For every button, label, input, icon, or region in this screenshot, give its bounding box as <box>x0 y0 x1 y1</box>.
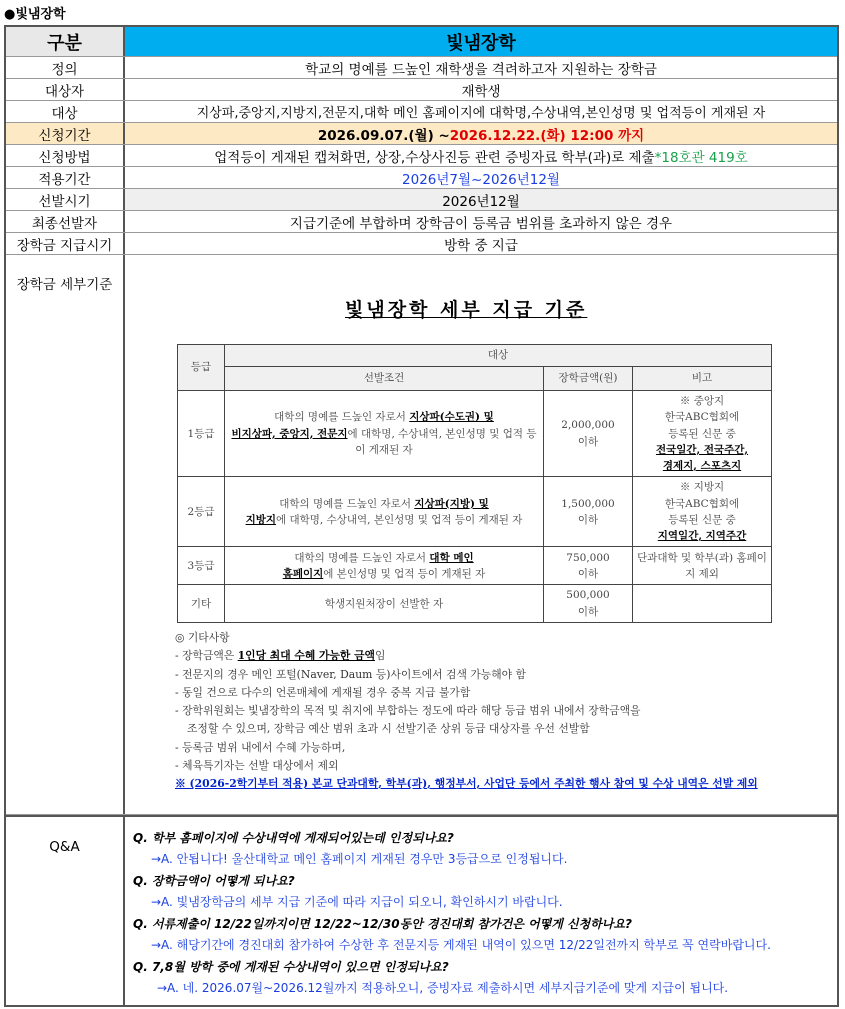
col-amount: 장학금액(원) <box>544 367 633 391</box>
condition-cell: 학생지원처장이 선발한 자 <box>225 585 544 623</box>
method-location: *18호관 419호 <box>654 149 748 166</box>
cond-text: 에 본인성명 및 업적 등이 게재된 자 <box>323 567 486 580</box>
note-item: - 등록금 범위 내에서 수혜 가능하며, <box>175 740 346 754</box>
amount-unit: 이하 <box>577 567 599 580</box>
amount-value: 500,000 <box>566 589 610 602</box>
amount-cell <box>544 547 633 585</box>
row-apply-period <box>6 167 837 189</box>
row-value: 2026년7월~2026년12월 <box>402 171 560 188</box>
row-value <box>125 123 837 144</box>
qa-question: Q. 학부 홈페이지에 수상내역에 게재되어있는데 인정되나요? <box>133 831 454 845</box>
cond-emph: 비지상파, 중앙지, 전문지 <box>231 427 348 440</box>
note-emph: 지역일간, 지역주간 <box>657 530 747 543</box>
grade-row <box>178 477 772 547</box>
amount-value: 2,000,000 <box>561 419 615 432</box>
header-row <box>6 27 837 57</box>
grade-cell: 기타 <box>178 585 225 623</box>
col-grade: 등급 <box>178 345 225 391</box>
note-item <box>175 647 775 664</box>
row-label: 장학금 세부기준 <box>6 255 125 814</box>
row-label: 최종선발자 <box>6 211 125 232</box>
condition-cell <box>225 477 544 547</box>
col-note: 비고 <box>633 367 772 391</box>
condition-cell <box>225 547 544 585</box>
note-text: ※ 중앙지 <box>679 395 725 407</box>
row-payment-time <box>6 233 837 255</box>
row-detail-criteria <box>6 255 837 815</box>
amount-unit: 이하 <box>577 605 599 618</box>
note-item: 조정할 수 있으며, 장학금 예산 범위 초과 시 선발기준 상위 등급 대상자를 우선 선발함 <box>187 722 590 736</box>
col-target: 대상 <box>225 345 772 367</box>
row-final-selection <box>6 211 837 233</box>
note-text: - 장학금액은 <box>175 649 238 663</box>
qa-answer: →A. 빛냄장학금의 세부 지급 기준에 따라 지급이 되오니, 확인하시기 바랍니다. <box>151 895 563 909</box>
qa-question: Q. 7,8월 방학 중에 게재된 수상내역이 있으면 인정되나요? <box>133 960 449 974</box>
row-value: 재학생 <box>461 83 501 100</box>
cond-emph: 지방지 <box>245 513 277 526</box>
grade-row <box>178 391 772 477</box>
row-label: 신청기간 <box>6 123 125 144</box>
note-emph: 1인당 최대 수혜 가능한 금액 <box>237 649 375 663</box>
amount-unit: 이하 <box>577 435 599 448</box>
scholarship-table <box>4 25 839 1007</box>
grade-cell: 2등급 <box>178 477 225 547</box>
condition-cell <box>225 391 544 477</box>
qa-list <box>125 817 837 1005</box>
row-value: 학교의 명예를 드높인 재학생을 격려하고자 지원하는 장학금 <box>305 61 657 78</box>
cond-text: 대학의 명예를 드높인 자로서 <box>279 497 415 510</box>
row-qa <box>6 815 837 1005</box>
note-text: 임 <box>374 649 386 663</box>
note-blue: ※ (2026-2학기부터 적용) 본교 단과대학, 학부(과), 행정부서, 사업단 등에서 주최한 행사 참여 및 수상 내역은 선발 제외 <box>175 777 758 791</box>
cond-text: 에 대학명, 수상내역, 본인성명 및 업적 등이 게재된 자 <box>276 513 523 526</box>
detail-title: 빛냄장학 세부 지급 기준 <box>345 299 588 321</box>
header-label: 구분 <box>6 27 125 56</box>
method-text: 업적등이 게재된 캡쳐화면, 상장,수상사진등 관련 증빙자료 학부(과)로 제출 <box>214 149 655 166</box>
note-text: ※ 지방지 <box>679 481 725 494</box>
note-emph: 전국일간, 전국주간, <box>655 443 749 456</box>
cond-emph: 대학 메인 <box>429 551 474 564</box>
note-cell <box>633 585 772 623</box>
row-value: 2026년12월 <box>125 189 837 210</box>
amount-cell <box>544 477 633 547</box>
period-start: 2026.09.07.(월) ~ <box>317 127 450 144</box>
row-value: 지급기준에 부합하며 장학금이 등록금 범위를 초과하지 않은 경우 <box>289 215 673 232</box>
cond-text: 대학의 명예를 드높인 자로서 <box>274 411 410 424</box>
cond-emph: 홈페이지 <box>282 567 324 580</box>
row-value <box>125 145 837 166</box>
header-value: 빛냄장학 <box>125 27 837 56</box>
row-value: 지상파,중앙지,지방지,전문지,대학 메인 홈페이지에 대학명,수상내역,본인성명 및 업적등이 게재된 자 <box>196 106 766 121</box>
grade-row <box>178 585 772 623</box>
amount-cell <box>544 391 633 477</box>
note-text: 등록된 신문 중 <box>668 427 736 440</box>
row-recipient <box>6 79 837 101</box>
note-item: - 전문지의 경우 메인 포털(Naver, Daum 등)사이트에서 검색 가능해야 함 <box>175 667 526 681</box>
note-cell: 단과대학 및 학부(과) 홈페이지 제외 <box>633 547 772 585</box>
cond-text: 에 대학명, 수상내역, 본인성명 및 업적 등이 게재된 자 <box>347 427 537 456</box>
row-application-method <box>6 145 837 167</box>
row-selection-time <box>6 189 837 211</box>
row-label: 장학금 지급시기 <box>6 233 125 254</box>
row-label: Q&A <box>6 817 125 1005</box>
qa-answer: →A. 안됩니다! 울산대학교 메인 홈페이지 게재된 경우만 3등급으로 인정됩니다. <box>151 852 568 866</box>
notes-block <box>175 629 775 793</box>
row-target <box>6 101 837 123</box>
note-item: - 동일 건으로 다수의 언론매체에 게재될 경우 중복 지급 불가함 <box>175 685 471 699</box>
row-label: 선발시기 <box>6 189 125 210</box>
row-definition <box>6 57 837 79</box>
page-title: ●빛냄장학 <box>4 7 66 22</box>
row-value: 방학 중 지급 <box>444 237 518 254</box>
row-label: 대상 <box>6 101 125 122</box>
cond-text: 대학의 명예를 드높인 자로서 <box>294 551 430 564</box>
row-label: 대상자 <box>6 79 125 100</box>
notes-title: ◎ 기타사항 <box>175 631 230 644</box>
criteria-table <box>177 344 772 623</box>
amount-cell <box>544 585 633 623</box>
qa-answer: →A. 해당기간에 경진대회 참가하여 수상한 후 전문지등 게재된 내역이 있으면 12/22일전까지 학부로 꼭 연락바랍니다. <box>151 938 771 952</box>
qa-answer: →A. 네. 2026.07월~2026.12월까지 적용하오니, 증빙자료 제출하시면 세부지급기준에 맞게 지급이 됩니다. <box>157 981 729 995</box>
col-condition: 선발조건 <box>225 367 544 391</box>
note-item: - 장학위원회는 빛냄장학의 목적 및 취지에 부합하는 정도에 따라 해당 등급 범위 내에서 장학금액을 <box>175 704 641 718</box>
note-text: 한국ABC협회에 <box>664 497 740 510</box>
grade-cell: 1등급 <box>178 391 225 477</box>
amount-value: 750,000 <box>566 551 610 564</box>
grade-cell: 3등급 <box>178 547 225 585</box>
detail-document <box>125 255 837 814</box>
row-label: 정의 <box>6 57 125 78</box>
row-label: 신청방법 <box>6 145 125 166</box>
note-cell <box>633 477 772 547</box>
row-label: 적용기간 <box>6 167 125 188</box>
note-emph: 경제지, 스포츠지 <box>662 460 742 473</box>
qa-question: Q. 장학금액이 어떻게 되나요? <box>133 874 295 888</box>
amount-value: 1,500,000 <box>561 497 615 510</box>
row-application-period <box>6 123 837 145</box>
note-text: 한국ABC협회에 <box>664 411 740 424</box>
note-text: 등록된 신문 중 <box>668 513 736 526</box>
amount-unit: 이하 <box>577 513 599 526</box>
cond-emph: 지상파(지방) 및 <box>414 497 489 510</box>
grade-row <box>178 547 772 585</box>
cond-emph: 지상파(수도권) 및 <box>409 411 494 424</box>
note-item: - 체육특기자는 선발 대상에서 제외 <box>175 758 339 772</box>
qa-question: Q. 서류제출이 12/22일까지이면 12/22~12/30동안 경진대회 참가건은 어떻게 신청하나요? <box>133 917 632 931</box>
note-cell <box>633 391 772 477</box>
period-end: 2026.12.22.(화) 12:00 까지 <box>449 127 645 144</box>
